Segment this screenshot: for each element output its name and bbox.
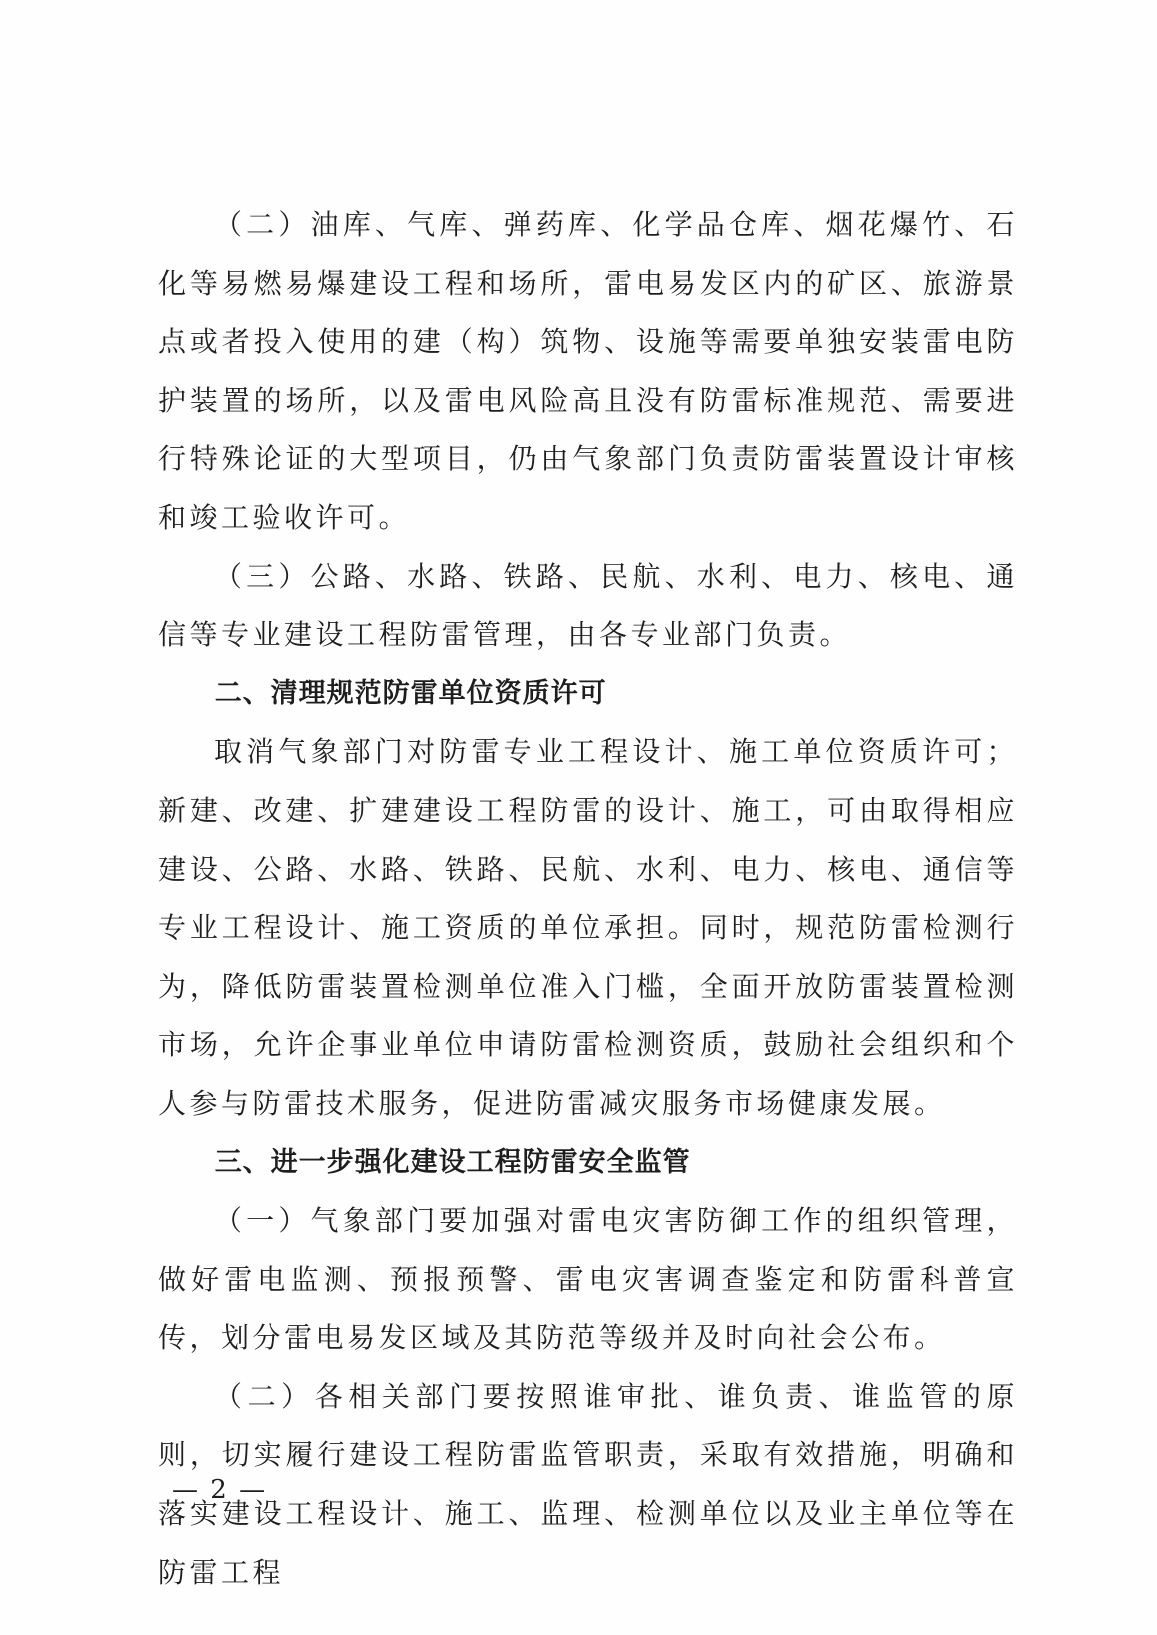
section-heading-supervision: 三、进一步强化建设工程防雷安全监管: [214, 1146, 691, 1178]
paragraph-related-departments: （二）各相关部门要按照谁审批、谁负责、谁监管的原则，切实履行建设工程防雷监管职责，采取有效措施，明确和落实建设工程设计、施工、监理、检测单位以及业主单位等在防雷工程: [158, 1379, 1018, 1589]
paragraph-meteorological-department: （一）气象部门要加强对雷电灾害防御工作的组织管理，做好雷电监测、预报预警、雷电灾害调查鉴定和防雷科普宣传，划分雷电易发区域及其防范等级并及时向社会公布。: [158, 1204, 1018, 1355]
paragraph-specialized-projects: （三）公路、水路、铁路、民航、水利、电力、核电、通信等专业建设工程防雷管理，由各专业部门负责。: [158, 559, 1018, 652]
section-heading-qualification: 二、清理规范防雷单位资质许可: [214, 677, 607, 709]
document-body: [158, 196, 1018, 1602]
paragraph-storage-facilities: （二）油库、气库、弹药库、化学品仓库、烟花爆竹、石化等易燃易爆建设工程和场所，雷电易发区内的矿区、旅游景点或者投入使用的建（构）筑物、设施等需要单独安装雷电防护装置的场所，以及雷电风险高且没有防雷标准规范、需要进行特殊论证的大型项目，仍由气象部门负责防雷装置设计审核和竣工验收许可。: [158, 208, 1018, 534]
paragraph-qualification: 取消气象部门对防雷专业工程设计、施工单位资质许可；新建、改建、扩建建设工程防雷的设计、施工，可由取得相应建设、公路、水路、铁路、民航、水利、电力、核电、通信等专业工程设计、施工资质的单位承担。同时，规范防雷检测行为，降低防雷装置检测单位准入门槛，全面开放防雷装置检测市场，允许企事业单位申请防雷检测资质，鼓励社会组织和个人参与防雷技术服务，促进防雷减灾服务市场健康发展。: [158, 735, 1018, 1120]
page-number: — 2 —: [172, 1475, 268, 1505]
